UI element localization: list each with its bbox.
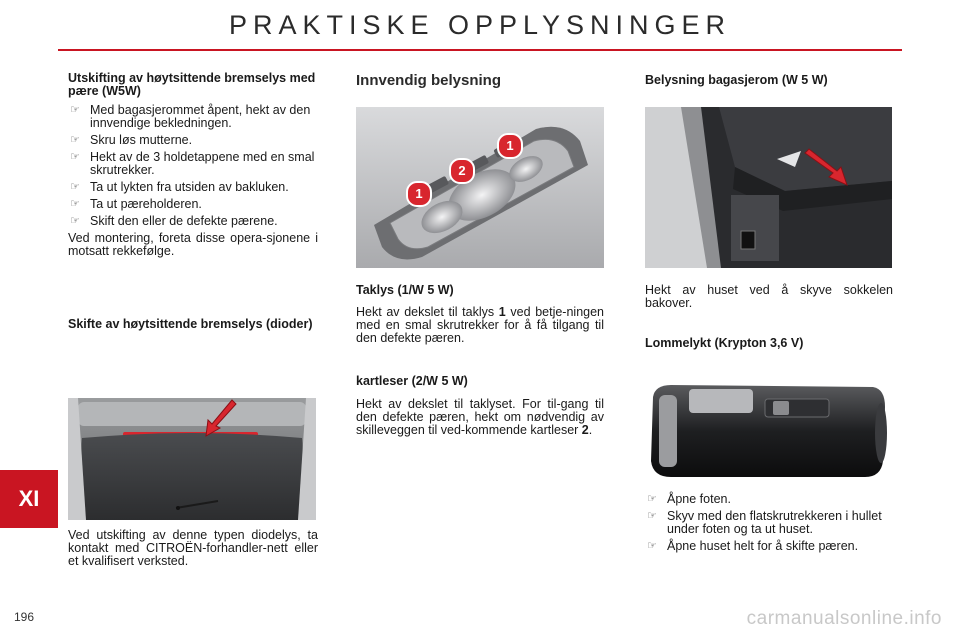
list-item: ☞ Skift den eller de defekte pærene. (70, 214, 278, 228)
section-heading-interior-lighting: Innvendig belysning (356, 72, 502, 89)
list-item: ☞ Med bagasjerommet åpent, hekt av den innvendige bekledningen. (70, 103, 311, 130)
pointing-hand-icon: ☞ (647, 540, 657, 552)
torch-steps (645, 493, 893, 557)
watermark: carmanualsonline.info (746, 608, 942, 629)
red-arrow-icon (198, 398, 238, 438)
list-item: ☞ Ta ut lykten fra utsiden av bakluken. (70, 180, 289, 194)
pointing-hand-icon: ☞ (70, 181, 80, 193)
page-number: 196 (14, 610, 35, 624)
chapter-tab: XI (0, 470, 58, 528)
reference-number: 1 (498, 305, 506, 319)
reference-number: 2 (581, 423, 589, 437)
page-title: PRAKTISKE OPPLYSNINGER (228, 10, 732, 40)
section-heading-ceiling-light: Taklys (1/W 5 W) (356, 283, 454, 297)
section-heading-brake-light-led: Skifte av høytsittende bremselys (dioder) (68, 317, 313, 331)
map-reader-text: Hekt av dekslet til taklyset. For til-gang til den defekte pæren, hekt om nødvendig av skilleveggen til ved-kommende kartleser 2. (356, 397, 604, 437)
pointing-hand-icon: ☞ (70, 151, 80, 163)
list-item: ☞ Ta ut pæreholderen. (70, 197, 202, 211)
pointing-hand-icon: ☞ (70, 198, 80, 210)
boot-lighting-photo (645, 107, 892, 268)
red-arrow-icon (803, 147, 853, 189)
list-item: ☞ Skru løs mutterne. (70, 133, 193, 147)
title-rule (58, 49, 902, 51)
ceiling-light-illustration (356, 107, 604, 268)
boot-interior-illustration (645, 107, 892, 268)
section-heading-brake-light-bulb: Utskifting av høytsittende bremselys med pære (W5W) (68, 71, 316, 98)
list-item: ☞ Åpne foten. (647, 492, 731, 506)
brake-light-steps (68, 104, 318, 228)
ceiling-light-text: Hekt av dekslet til taklys 1 ved betje-ningen med en smal skrutrekker for å få tilgang til den defekte pæren. (356, 305, 605, 345)
pointing-hand-icon: ☞ (647, 510, 657, 522)
boot-lighting-text: Hekt av huset ved å skyve sokkelen bakover. (645, 283, 893, 310)
led-service-note: Ved utskifting av denne typen diodelys, ta kontakt med CITROËN-forhandler-nett eller et kvalifisert verksted. (68, 528, 318, 568)
callout-badge: 2 (449, 158, 475, 184)
section-heading-torch: Lommelykt (Krypton 3,6 V) (645, 336, 804, 350)
pointing-hand-icon: ☞ (70, 134, 80, 146)
torch-photo (645, 377, 892, 485)
list-item: ☞ Åpne huset helt for å skifte pæren. (647, 539, 859, 553)
tailgate-illustration (68, 398, 316, 520)
section-heading-boot-lighting: Belysning bagasjerom (W 5 W) (645, 73, 828, 87)
pointing-hand-icon: ☞ (70, 104, 80, 116)
callout-badge: 1 (497, 133, 523, 159)
list-item: ☞ Skyv med den flatskrutrekkeren i hullet under foten og ta ut huset. (647, 509, 882, 536)
callout-badge: 1 (406, 181, 432, 207)
pointing-hand-icon: ☞ (70, 215, 80, 227)
tailgate-photo (68, 398, 316, 520)
pointing-hand-icon: ☞ (647, 493, 657, 505)
column-brake-light (68, 72, 318, 258)
list-item: ☞ Hekt av de 3 holdetappene med en smal skrutrekker. (70, 150, 315, 177)
reassembly-note: Ved montering, foreta disse opera-sjonene i motsatt rekkefølge. (68, 231, 318, 258)
torch-illustration (645, 377, 892, 485)
section-heading-map-reader: kartleser (2/W 5 W) (356, 374, 468, 388)
ceiling-light-photo (356, 107, 604, 268)
